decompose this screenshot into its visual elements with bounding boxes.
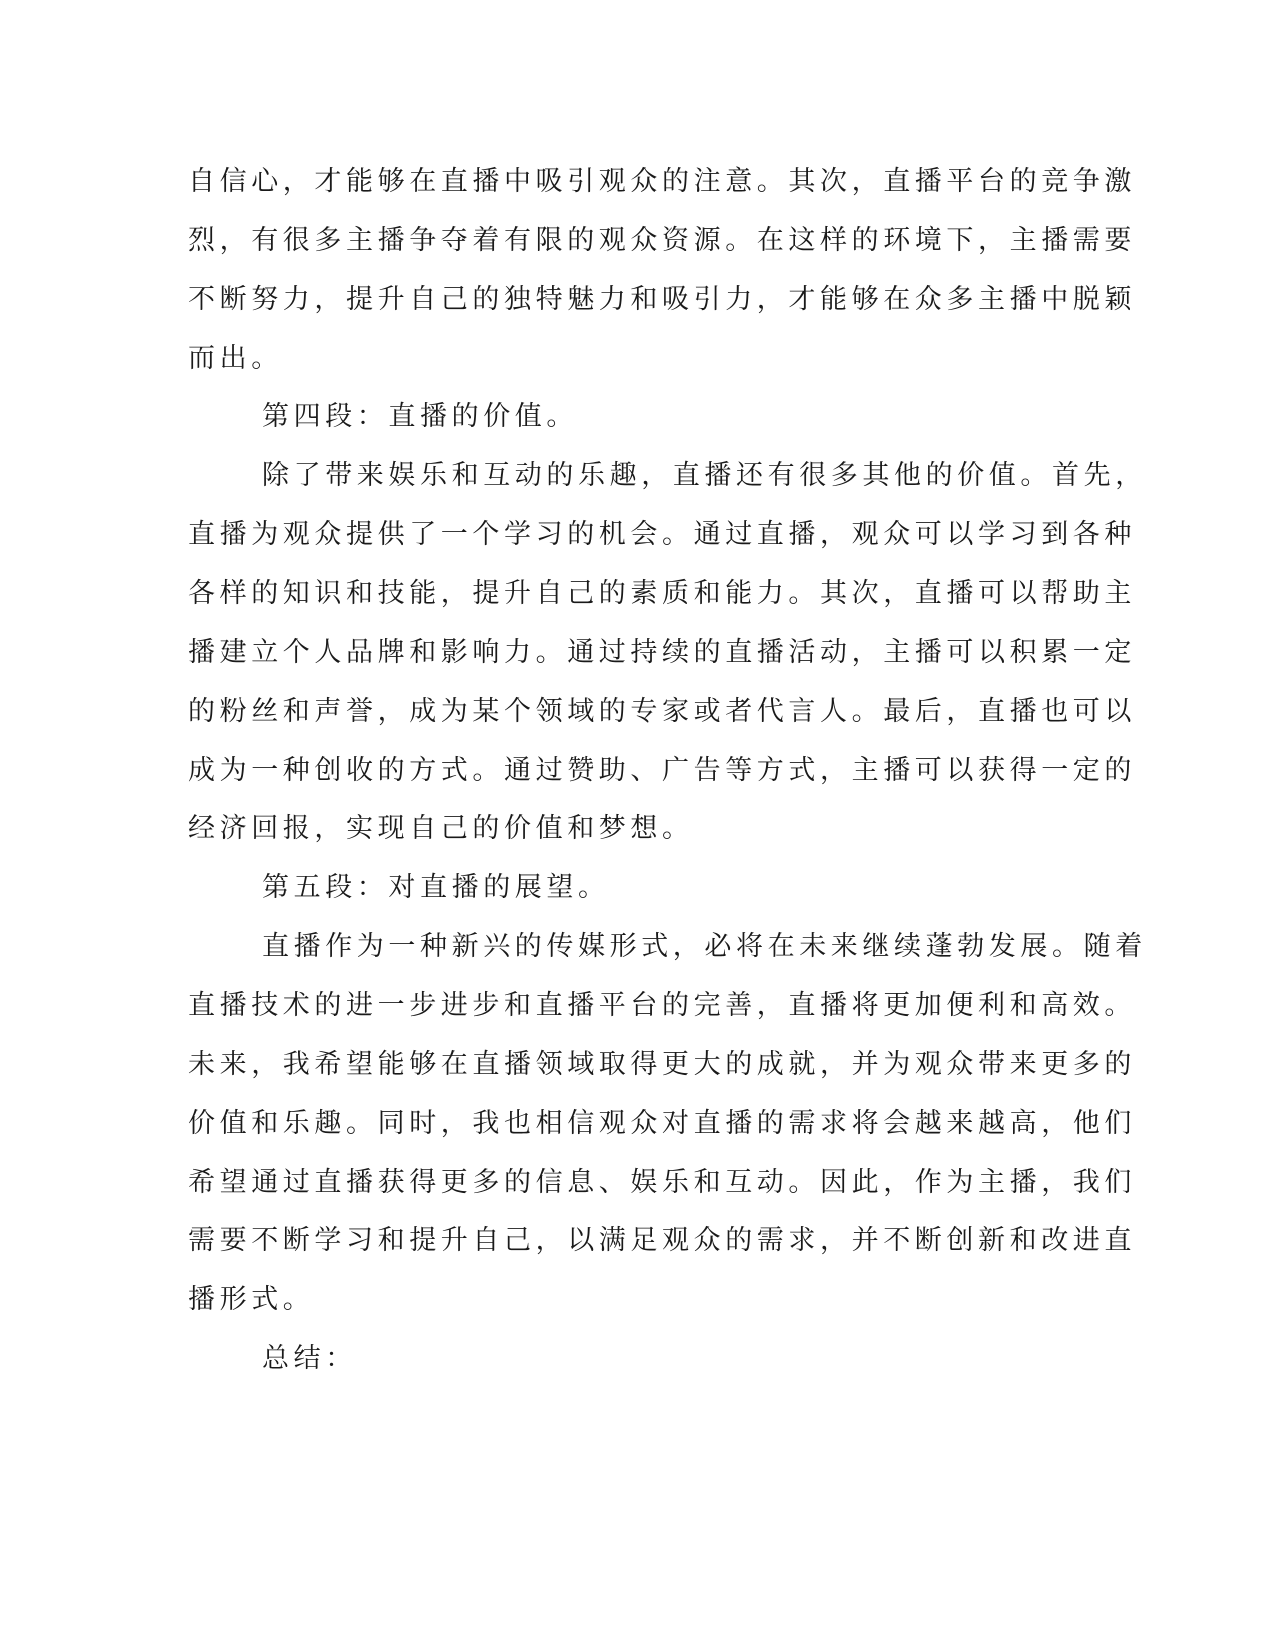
text-line: 除了带来娱乐和互动的乐趣，直播还有很多其他的价值。首先， bbox=[262, 460, 1147, 491]
text-line: 各样的知识和技能，提升自己的素质和能力。其次，直播可以帮助主 bbox=[188, 578, 1136, 609]
text-line: 经济回报，实现自己的价值和梦想。 bbox=[188, 813, 694, 844]
text-line: 价值和乐趣。同时，我也相信观众对直播的需求将会越来越高，他们 bbox=[188, 1108, 1136, 1139]
section-heading: 第四段：直播的价值。 bbox=[262, 401, 578, 432]
text-line: 成为一种创收的方式。通过赞助、广告等方式，主播可以获得一定的 bbox=[188, 755, 1136, 786]
text-line: 不断努力，提升自己的独特魅力和吸引力，才能够在众多主播中脱颖 bbox=[188, 284, 1136, 315]
text-line: 自信心，才能够在直播中吸引观众的注意。其次，直播平台的竞争激 bbox=[188, 166, 1136, 197]
section-heading: 第五段：对直播的展望。 bbox=[262, 872, 610, 903]
text-line: 需要不断学习和提升自己，以满足观众的需求，并不断创新和改进直 bbox=[188, 1225, 1136, 1256]
text-line: 播形式。 bbox=[188, 1284, 315, 1315]
text-line: 直播技术的进一步进步和直播平台的完善，直播将更加便利和高效。 bbox=[188, 990, 1136, 1021]
text-line: 希望通过直播获得更多的信息、娱乐和互动。因此，作为主播，我们 bbox=[188, 1167, 1136, 1198]
text-line: 的粉丝和声誉，成为某个领域的专家或者代言人。最后，直播也可以 bbox=[188, 696, 1136, 727]
text-line: 而出。 bbox=[188, 343, 283, 374]
text-line: 播建立个人品牌和影响力。通过持续的直播活动，主播可以积累一定 bbox=[188, 637, 1136, 668]
text-line: 直播为观众提供了一个学习的机会。通过直播，观众可以学习到各种 bbox=[188, 519, 1136, 550]
text-line: 未来，我希望能够在直播领域取得更大的成就，并为观众带来更多的 bbox=[188, 1049, 1136, 1080]
text-line: 烈，有很多主播争夺着有限的观众资源。在这样的环境下，主播需要 bbox=[188, 225, 1136, 256]
section-heading: 总结： bbox=[262, 1343, 357, 1374]
text-line: 直播作为一种新兴的传媒形式，必将在未来继续蓬勃发展。随着 bbox=[262, 931, 1147, 962]
